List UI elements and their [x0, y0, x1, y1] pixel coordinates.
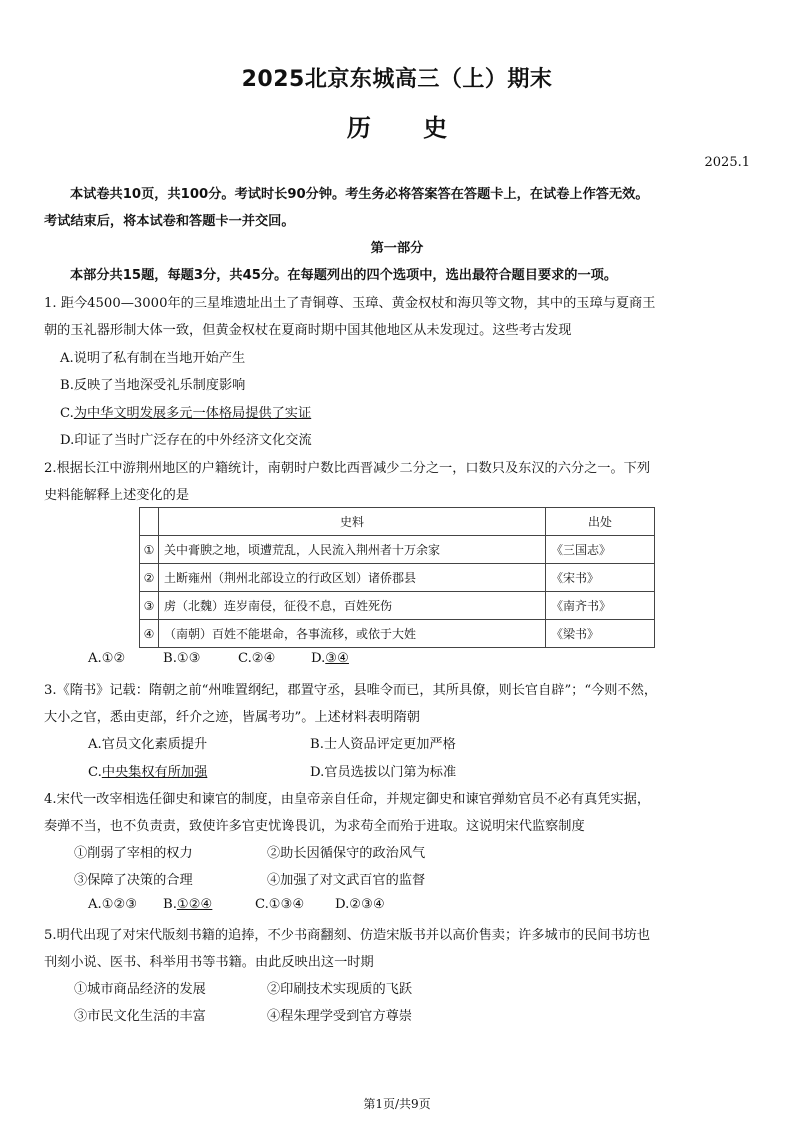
exam-title: 2025北京东城高三（上）期末	[241, 67, 553, 92]
exam-date: 2025.1	[704, 155, 750, 170]
q2-option-d	[311, 651, 349, 666]
q2-option-d-text: ③④	[325, 651, 349, 666]
q4-option-a: A.①②③	[88, 897, 138, 912]
q3-stem-line1: 3.《隋书》记载：隋朝之前“州唯置纲纪，郡置守丞，县唯令而已，其所具僚，则长官自辟”；“今则不然，	[44, 683, 658, 698]
table-header-num	[140, 508, 159, 536]
q2-option-d-prefix: D.	[311, 651, 326, 666]
q3-option-c-text: 中央集权有所加强	[101, 765, 208, 780]
q2-stem-line1: 2.根据长江中游荆州地区的户籍统计，南朝时户数比西晋减少二分之一，口数只及东汉的六分之一。下列	[44, 461, 651, 476]
q1-option-d: D.印证了当时广泛存在的中外经济文化交流	[60, 433, 312, 448]
q1-option-b: B.反映了当地深受礼乐制度影响	[60, 378, 246, 393]
table-row	[140, 564, 655, 592]
q1-stem-line2: 朝的玉礼器形制大体一致，但黄金权杖在夏商时期中国其他地区从未发现过。这些考古发现	[44, 323, 572, 338]
q3-option-d: D.官员选拔以门第为标准	[310, 765, 457, 780]
q4-option-b-prefix: B.	[163, 897, 177, 912]
q2-stem-line2: 史料能解释上述变化的是	[44, 488, 190, 503]
q3-stem-line2: 大小之官，悉由吏部，纤介之迹，皆属考功”。上述材料表明隋朝	[44, 710, 420, 725]
part-title: 第一部分	[370, 241, 424, 256]
q2-source-table	[139, 507, 655, 648]
table-row-text: （南朝）百姓不能堪命，各事流移，或依于大姓	[159, 620, 546, 648]
q4-option-d: D.②③④	[335, 897, 385, 912]
q4-option-c: C.①③④	[255, 897, 305, 912]
table-row-text: 虏（北魏）连岁南侵，征役不息，百姓死伤	[159, 592, 546, 620]
subject-title: 历 史	[346, 114, 470, 142]
table-row-source: 《三国志》	[546, 536, 655, 564]
q4-option-b-text: ①②④	[176, 897, 213, 912]
q2-option-b: B.①③	[163, 651, 201, 666]
q3-option-a: A.官员文化素质提升	[88, 737, 208, 752]
table-row	[140, 536, 655, 564]
q4-statement-4: ④加强了对文武百官的监督	[267, 873, 426, 888]
q1-stem-line1: 1. 距今4500—3000年的三星堆遗址出土了青铜尊、玉璋、黄金权杖和海贝等文物，其中的玉璋与夏商王	[44, 296, 656, 311]
table-header-source: 出处	[546, 508, 655, 536]
q1-option-c-prefix: C.	[60, 406, 74, 421]
table-row	[140, 620, 655, 648]
table-row-num: ③	[140, 592, 159, 620]
part-intro: 本部分共15题，每题3分，共45分。在每题列出的四个选项中，选出最符合题目要求的一项。	[70, 268, 618, 283]
table-row-num: ②	[140, 564, 159, 592]
q3-option-b: B.士人资品评定更加严格	[310, 737, 456, 752]
table-header-row	[140, 508, 655, 536]
q1-option-c-text: 为中华文明发展多元一体格局提供了实证	[73, 406, 312, 421]
table-row-num: ④	[140, 620, 159, 648]
q2-option-c: C.②④	[238, 651, 276, 666]
table-header-material: 史料	[159, 508, 546, 536]
table-row-num: ①	[140, 536, 159, 564]
q3-option-c-prefix: C.	[88, 765, 102, 780]
q5-statement-3: ③市民文化生活的丰富	[74, 1009, 206, 1024]
q4-stem-line1: 4.宋代一改宰相选任御史和谏官的制度，由皇帝亲自任命，并规定御史和谏官弹劾官员不必有真凭实据，	[44, 792, 651, 807]
table-row-source: 《梁书》	[546, 620, 655, 648]
q4-stem-line2: 奏弹不当，也不负责责，致使许多官吏忧谗畏讥，为求苟全而殆于进取。这说明宋代监察制度	[44, 819, 585, 834]
q4-statement-1: ①削弱了宰相的权力	[74, 846, 193, 861]
q5-stem-line2: 刊刻小说、医书、科举用书等书籍。由此反映出这一时期	[44, 955, 374, 970]
q2-option-a: A.①②	[88, 651, 126, 666]
q1-option-a: A.说明了私有制在当地开始产生	[60, 351, 246, 366]
table-row	[140, 592, 655, 620]
q4-option-b	[163, 897, 212, 912]
q5-statement-2: ②印刷技术实现质的飞跃	[267, 982, 413, 997]
q4-statement-2: ②助长因循保守的政治风气	[267, 846, 426, 861]
table-row-text: 关中膏腴之地，顷遭荒乱，人民流入荆州者十万余家	[159, 536, 546, 564]
table-row-text: 土断雍州（荆州北部设立的行政区划）诸侨郡县	[159, 564, 546, 592]
q1-option-c	[60, 402, 311, 421]
page-footer: 第1页/共9页	[363, 1097, 431, 1111]
instructions-line1: 本试卷共10页，共100分。考试时长90分钟。考生务必将答案答在答题卡上，在试卷上作答无效。	[70, 187, 649, 202]
q5-statement-1: ①城市商品经济的发展	[74, 982, 206, 997]
q5-stem-line1: 5.明代出现了对宋代版刻书籍的追捧，不少书商翻刻、仿造宋版书并以高价售卖；许多城市的民间书坊也	[44, 928, 651, 943]
q4-statement-3: ③保障了决策的合理	[74, 873, 193, 888]
q5-statement-4: ④程朱理学受到官方尊崇	[267, 1009, 413, 1024]
table-row-source: 《宋书》	[546, 564, 655, 592]
instructions-line2: 考试结束后，将本试卷和答题卡一并交回。	[44, 214, 295, 229]
q3-option-c	[88, 761, 207, 780]
table-row-source: 《南齐书》	[546, 592, 655, 620]
